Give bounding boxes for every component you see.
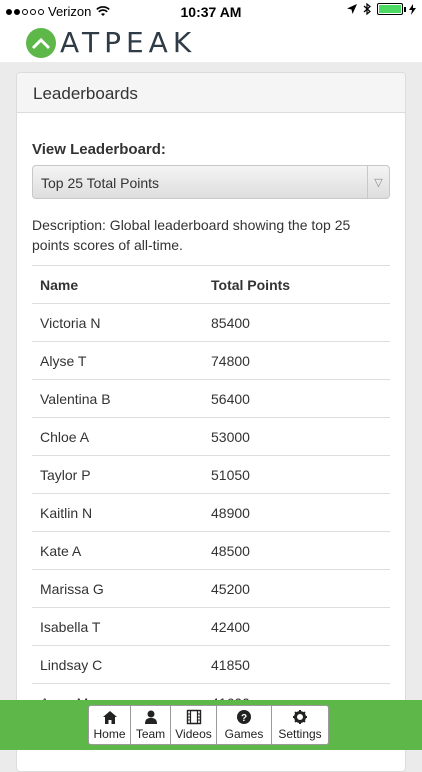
tab-videos[interactable] [171,706,217,744]
carrier-name: Verizon [48,4,92,19]
player-points: 48500 [203,532,390,570]
tab-settings-label: Settings [278,727,322,741]
table-row [32,494,390,532]
leaderboard-description: Description: Global leaderboard showing the top 25 points scores of all-time. [32,217,351,253]
panel-title: Leaderboards [17,73,405,113]
table-row [32,532,390,570]
player-points: 51050 [203,456,390,494]
atpeak-logo [26,26,196,59]
tab-games-label: Games [224,727,264,741]
player-name: Marissa G [32,570,203,608]
leaderboard-select-value: Top 25 Total Points [41,175,160,191]
film-icon [187,709,201,725]
leaderboard-table [32,265,390,722]
bluetooth-icon [363,3,371,15]
svg-text:?: ? [240,713,248,724]
tab-home[interactable] [89,706,131,744]
tab-videos-label: Videos [175,727,212,741]
player-name: Alyse T [32,342,203,380]
player-points: 42400 [203,608,390,646]
location-arrow-icon [347,4,357,14]
table-row [32,380,390,418]
table-header-row [32,266,390,304]
player-points: 53000 [203,418,390,456]
tab-home-label: Home [93,727,126,741]
player-name: Kate A [32,532,203,570]
tab-group [88,705,329,745]
tab-settings[interactable] [272,706,328,744]
chevron-down-icon: ▽ [367,166,389,198]
leaderboard-select[interactable] [32,165,390,199]
tab-games[interactable] [217,706,272,744]
player-points: 74800 [203,342,390,380]
logo-mountain-icon [26,28,56,58]
battery-icon [377,3,403,15]
player-points: 56400 [203,380,390,418]
app-header [0,22,422,62]
player-name: Valentina B [32,380,203,418]
player-points: 48900 [203,494,390,532]
logo-text: ATPEAK [60,26,197,59]
panel-body [17,113,405,722]
column-header-name: Name [32,266,203,304]
gear-icon [293,709,307,725]
column-header-points: Total Points [203,266,390,304]
battery-fill [379,5,401,13]
leaderboard-panel [16,72,406,772]
player-name: Isabella T [32,608,203,646]
player-name: Victoria N [32,304,203,342]
table-row [32,456,390,494]
charging-bolt-icon [409,4,416,15]
table-row [32,342,390,380]
player-name: Chloe A [32,418,203,456]
question-circle-icon [237,709,251,725]
tab-team[interactable] [131,706,171,744]
player-name: Lindsay C [32,646,203,684]
player-points: 41850 [203,646,390,684]
table-row [32,608,390,646]
status-time: 10:37 AM [180,4,242,20]
bottom-tab-bar [0,700,422,750]
home-icon [103,709,117,725]
table-row [32,418,390,456]
table-row [32,570,390,608]
player-points: 45200 [203,570,390,608]
table-row [32,304,390,342]
main-content[interactable] [0,62,422,700]
view-leaderboard-label: View Leaderboard: [32,141,166,158]
player-name: Kaitlin N [32,494,203,532]
player-points: 85400 [203,304,390,342]
status-right [347,3,416,15]
tab-team-label: Team [135,727,166,741]
status-bar [0,0,422,22]
table-row [32,646,390,684]
user-icon [145,709,157,725]
player-name: Taylor P [32,456,203,494]
